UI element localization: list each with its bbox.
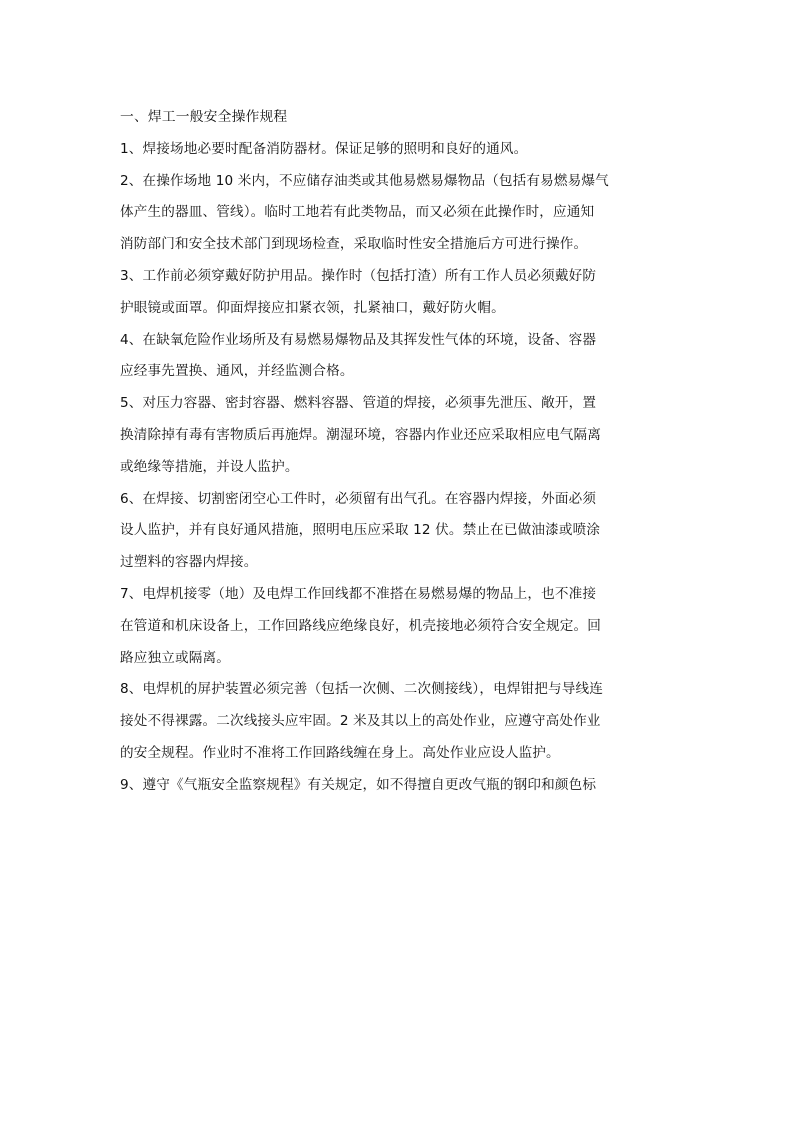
text-line: 6、在焊接、切割密闭空心工件时，必须留有出气孔。在容器内焊接，外面必须 [120,490,597,507]
text-line: 设人监护，并有良好通风措施，照明电压应采取 12 伏。禁止在已做油漆或喷涂 [120,522,601,539]
text-line: 1、焊接场地必要时配备消防器材。保证足够的照明和良好的通风。 [120,140,528,157]
text-line: 接处不得裸露。二次线接头应牢固。2 米及其以上的高处作业，应遵守高处作业 [120,713,601,730]
document-body [120,102,680,802]
text-line: 过塑料的容器内焊接。 [120,554,258,571]
text-line: 9、遵守《气瓶安全监察规程》有关规定，如不得擅自更改气瓶的钢印和颜色标 [120,776,597,793]
text-line: 或绝缘等措施，并设人监护。 [120,458,299,475]
text-line: 2、在操作场地 10 米内，不应储存油类或其他易燃易爆物品（包括有易燃易爆气 [120,172,609,189]
text-line: 7、电焊机接零（地）及电焊工作回线都不准搭在易燃易爆的物品上，也不准接 [120,585,597,602]
section-heading: 一、焊工一般安全操作规程 [120,109,288,125]
text-line: 的安全规程。作业时不准将工作回路线缠在身上。高处作业应设人监护。 [120,744,560,761]
text-line: 消防部门和安全技术部门到现场检查，采取临时性安全措施后方可进行操作。 [120,236,588,253]
text-line: 在管道和机床设备上，工作回路线应绝缘良好，机壳接地必须符合安全规定。回 [120,617,602,634]
text-line: 路应独立或隔离。 [120,649,230,666]
text-line: 护眼镜或面罩。仰面焊接应扣紧衣领，扎紧袖口，戴好防火帽。 [120,299,505,316]
text-line: 体产生的器皿、管线）。临时工地若有此类物品，而又必须在此操作时，应通知 [120,204,595,221]
text-line: 应经事先置换、通风，并经监测合格。 [120,363,354,380]
text-line: 3、工作前必须穿戴好防护用品。操作时（包括打渣）所有工作人员必须戴好防 [120,267,597,284]
text-line: 4、在缺氧危险作业场所及有易燃易爆物品及其挥发性气体的环境，设备、容器 [120,331,597,348]
text-line: 5、对压力容器、密封容器、燃料容器、管道的焊接，必须事先泄压、敞开，置 [120,395,597,412]
text-line: 8、电焊机的屏护装置必须完善（包括一次侧、二次侧接线），电焊钳把与导线连 [120,681,604,698]
text-line: 换清除掉有毒有害物质后再施焊。潮湿环境，容器内作业还应采取相应电气隔离 [120,426,602,443]
